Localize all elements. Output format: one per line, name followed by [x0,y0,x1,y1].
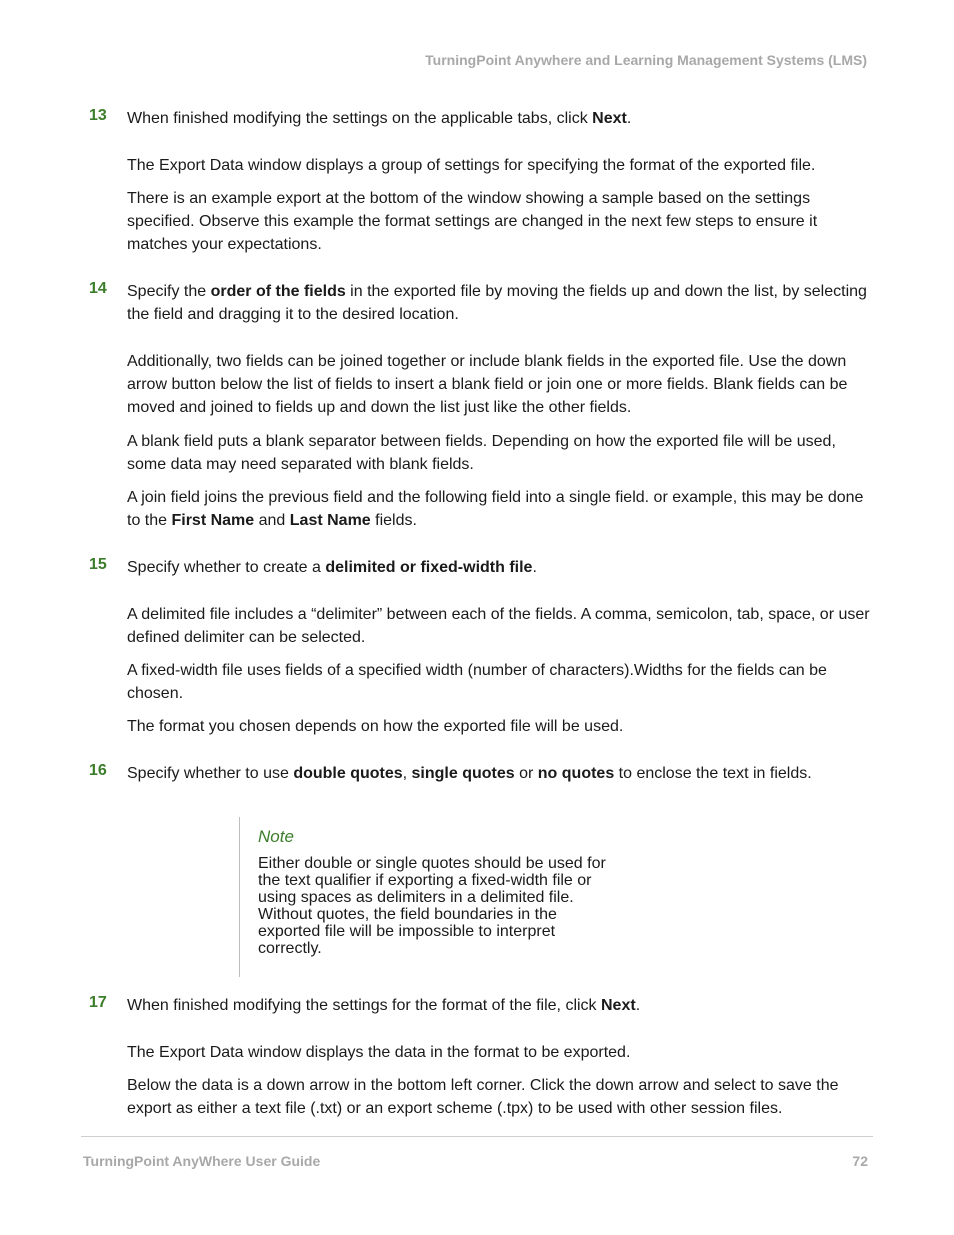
step-instruction: When finished modifying the settings for the format of the file, click Next. [127,997,641,1014]
note-title: Note [258,827,294,846]
paragraph: The format you chosen depends on how the exported file will be used. [127,718,624,735]
step-number: 14 [89,280,107,297]
note-body: Either double or single quotes should be used for the text qualifier if exporting a fixed-width file or using spaces as delimiters in a delimited file. Without quotes, the field boundaries in the exported file will be impossible to interpret correctly. [258,855,606,957]
step-number: 16 [89,762,107,779]
paragraph: There is an example export at the bottom of the window showing a sample based on the settings specified. Observe this example the format settings are changed in the next few steps to ensure it matches your expectations. [127,190,818,253]
paragraph: The Export Data window displays a group of settings for specifying the format of the exported file. [127,157,816,174]
footer-guide-title: TurningPoint AnyWhere User Guide [83,1153,321,1169]
paragraph: A delimited file includes a “delimiter” between each of the fields. A comma, semicolon, tab, space, or user defined delimiter can be selected. [127,606,870,646]
step-number: 15 [89,556,107,573]
paragraph: A blank field puts a blank separator between fields. Depending on how the exported file will be used, some data may need separated with blank fields. [127,433,836,473]
paragraph: Below the data is a down arrow in the bottom left corner. Click the down arrow and select to save the export as either a text file (.txt) or an export scheme (.tpx) to be used with other session files. [127,1077,839,1117]
note-box [239,817,620,977]
running-header: TurningPoint Anywhere and Learning Management Systems (LMS) [425,52,867,68]
step-number: 13 [89,107,107,124]
step-number: 17 [89,994,107,1011]
paragraph: Additionally, two fields can be joined together or include blank fields in the exported file. Use the down arrow button below the list of fields to insert a blank field or join one or more fields. Blank fields can be moved and joined to fields up and down the list just like the other fields. [127,353,848,416]
paragraph: The Export Data window displays the data in the format to be exported. [127,1044,631,1061]
step-instruction: Specify the order of the fields in the exported file by moving the fields up and down the list, by selecting the field and dragging it to the desired location. [127,283,867,323]
step-instruction: When finished modifying the settings on the applicable tabs, click Next. [127,110,632,127]
page-number: 72 [852,1153,868,1169]
paragraph: A join field joins the previous field and the following field into a single field. or example, this may be done to the First Name and Last Name fields. [127,489,864,529]
step-instruction: Specify whether to use double quotes, single quotes or no quotes to enclose the text in fields. [127,765,812,782]
step-instruction: Specify whether to create a delimited or fixed-width file. [127,559,537,576]
footer-divider [81,1136,873,1137]
paragraph: A fixed-width file uses fields of a specified width (number of characters).Widths for the fields can be chosen. [127,662,827,702]
